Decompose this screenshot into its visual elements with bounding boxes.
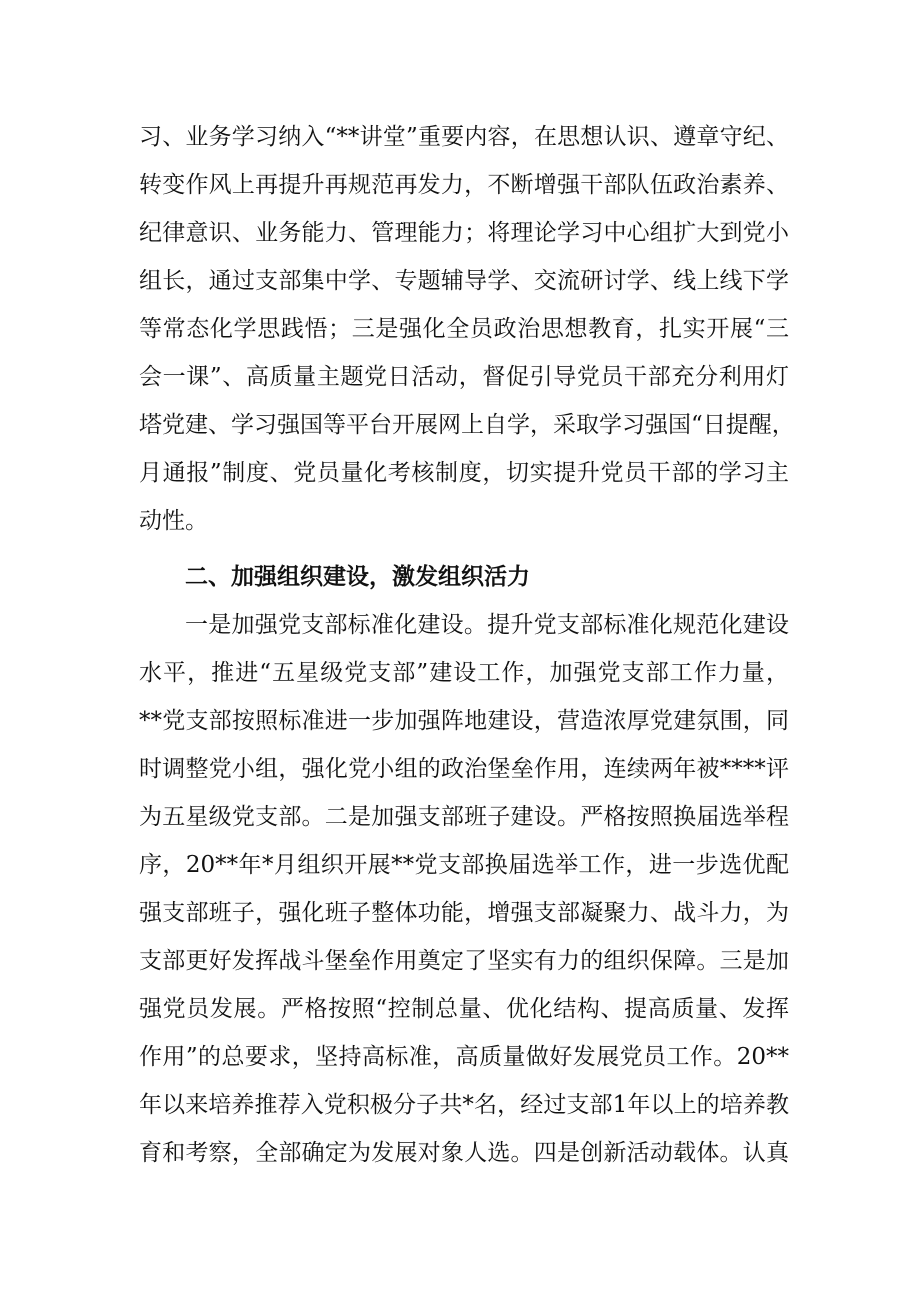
text-line: 水平，推进“五星级党支部”建设工作，加强党支部工作力量，: [139, 660, 789, 686]
text-line: 组长，通过支部集中学、专题辅导学、交流研讨学、线上线下学: [139, 268, 789, 294]
text-line: 强党员发展。严格按照“控制总量、优化结构、提高质量、发挥: [139, 996, 789, 1022]
text-line: 支部更好发挥战斗堡垒作用奠定了坚实有力的组织保障。三是加: [139, 948, 789, 974]
text-line: 转变作风上再提升再规范再发力，不断增强干部队伍政治素养、: [139, 172, 789, 198]
text-line: 序，20**年*月组织开展**党支部换届选举工作，进一步选优配: [139, 852, 789, 878]
text-line: 年以来培养推荐入党积极分子共*名，经过支部1年以上的培养教: [139, 1092, 789, 1118]
text-line: 会一课”、高质量主题党日活动，督促引导党员干部充分利用灯: [139, 364, 789, 390]
text-line: 月通报”制度、党员量化考核制度，切实提升党员干部的学习主: [139, 460, 789, 486]
text-line: 时调整党小组，强化党小组的政治堡垒作用，连续两年被****评: [139, 756, 789, 782]
text-line: 一是加强党支部标准化建设。提升党支部标准化规范化建设: [185, 612, 789, 638]
text-line: 作用”的总要求，坚持高标准，高质量做好发展党员工作。20**: [139, 1044, 789, 1070]
text-line: 习、业务学习纳入“**讲堂”重要内容，在思想认识、遵章守纪、: [139, 124, 789, 150]
text-line: 育和考察，全部确定为发展对象人选。四是创新活动载体。认真: [139, 1140, 789, 1166]
text-line: 纪律意识、业务能力、管理能力；将理论学习中心组扩大到党小: [139, 220, 789, 246]
text-line: 塔党建、学习强国等平台开展网上自学，采取学习强国“日提醒，: [139, 412, 795, 438]
text-line: 等常态化学思践悟；三是强化全员政治思想教育，扎实开展“三: [139, 316, 789, 342]
text-line: 强支部班子，强化班子整体功能，增强支部凝聚力、战斗力，为: [139, 900, 789, 926]
section-heading: 二、加强组织建设，激发组织活力: [185, 564, 530, 590]
text-line: **党支部按照标准进一步加强阵地建设，营造浓厚党建氛围，同: [139, 708, 789, 734]
text-line: 动性。: [139, 508, 208, 534]
text-line: 为五星级党支部。二是加强支部班子建设。严格按照换届选举程: [139, 804, 789, 830]
